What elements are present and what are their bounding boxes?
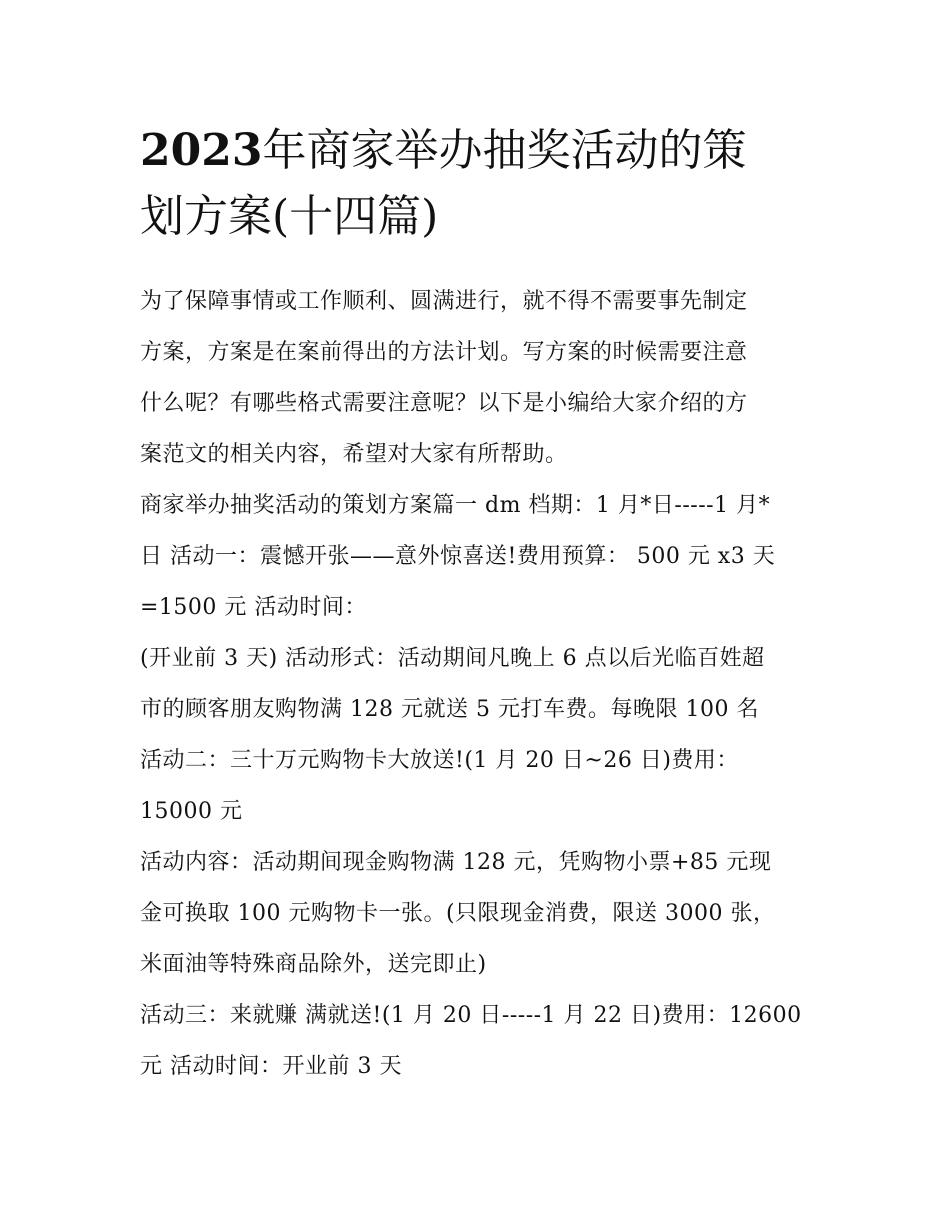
text-line: 为了保障事情或工作顺利、圆满进行，就不得不需要事先制定 <box>140 289 748 314</box>
text-line: 什么呢？有哪些格式需要注意呢？以下是小编给大家介绍的方 <box>140 391 748 416</box>
title-line-2: 划方案(十四篇) <box>140 191 439 242</box>
paragraph-section-one <box>140 480 820 633</box>
document-body <box>140 276 820 1092</box>
text-line: 15000 元 <box>140 799 243 824</box>
text-line: (开业前 3 天) 活动形式：活动期间凡晚上 6 点以后光临百姓超 <box>140 646 765 671</box>
paragraph-intro <box>140 276 820 480</box>
text-line: 米面油等特殊商品除外，送完即止) <box>140 952 487 977</box>
text-line: 活动二：三十万元购物卡大放送!(1 月 20 日~26 日)费用： <box>140 748 739 773</box>
paragraph-activity-two-content <box>140 837 820 990</box>
title-year: 2023 <box>140 125 263 176</box>
paragraph-activity-one-form <box>140 633 820 735</box>
paragraph-activity-two <box>140 735 820 837</box>
text-line: 元 活动时间：开业前 3 天 <box>140 1054 402 1079</box>
text-line: 商家举办抽奖活动的策划方案篇一 dm 档期：1 月*日-----1 月* <box>140 493 771 518</box>
title-line-1: 年商家举办抽奖活动的策 <box>262 125 747 176</box>
text-line: =1500 元 活动时间： <box>140 595 367 620</box>
paragraph-activity-three <box>140 990 820 1092</box>
text-line: 日 活动一：震憾开张——意外惊喜送!费用预算： 500 元 x3 天 <box>140 544 776 569</box>
text-line: 活动三：来就赚 满就送!(1 月 20 日-----1 月 22 日)费用：12600 <box>140 1003 802 1028</box>
document-title <box>140 118 820 250</box>
text-line: 方案，方案是在案前得出的方法计划。写方案的时候需要注意 <box>140 340 748 365</box>
text-line: 市的顾客朋友购物满 128 元就送 5 元打车费。每晚限 100 名 <box>140 697 759 722</box>
text-line: 案范文的相关内容，希望对大家有所帮助。 <box>140 442 568 467</box>
text-line: 金可换取 100 元购物卡一张。(只限现金消费，限送 3000 张， <box>140 901 776 926</box>
text-line: 活动内容：活动期间现金购物满 128 元，凭购物小票+85 元现 <box>140 850 772 875</box>
